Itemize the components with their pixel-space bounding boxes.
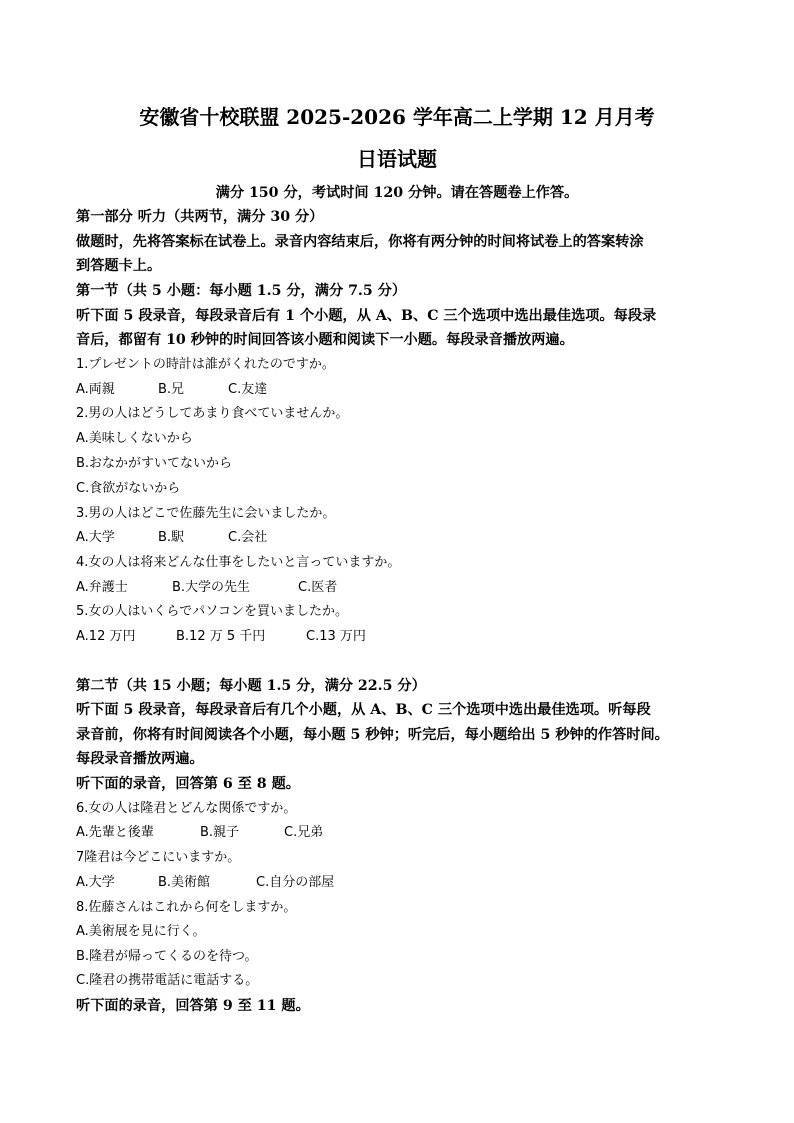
- group2-heading: 听下面的录音，回答第 9 至 11 题。: [76, 998, 310, 1014]
- option-a: A.弁護士: [76, 580, 128, 595]
- question-2-option-a: A.美味しくないから: [76, 431, 193, 446]
- exam-title: 安徽省十校联盟 2025-2026 学年高二上学期 12 月月考: [139, 105, 655, 129]
- section2-instruction-line2: 录音前，你将有时间阅读各个小题，每小题 5 秒钟；听完后，每小题给出 5 秒钟的作答时间。: [76, 727, 669, 743]
- section1-instruction-line2: 音后，都留有 10 秒钟的时间回答该小题和阅读下一小题。每段录音播放两遍。: [76, 332, 574, 348]
- option-b: B.美術館: [158, 875, 211, 890]
- option-b: B.12 万 5 千円: [176, 629, 266, 644]
- option-c: C.友達: [228, 382, 268, 397]
- question-3: 3.男の人はどこで佐藤先生に会いましたか。: [76, 506, 336, 521]
- question-2-option-b: B.おなかがすいてないから: [76, 456, 233, 471]
- question-5-options: [76, 627, 366, 647]
- option-c: C.13 万円: [306, 629, 366, 644]
- question-2-option-c: C.食欲がないから: [76, 481, 181, 496]
- question-8-option-a: A.美術展を見に行く。: [76, 924, 206, 939]
- question-4-options: [76, 578, 337, 598]
- group1-heading: 听下面的录音，回答第 6 至 8 题。: [76, 776, 300, 792]
- question-1: 1.プレゼントの時計は誰がくれたのですか。: [76, 357, 335, 372]
- option-b: B.大学の先生: [172, 580, 251, 595]
- option-a: A.先輩と後輩: [76, 825, 154, 840]
- question-5: 5.女の人はいくらでパソコンを買いましたか。: [76, 604, 349, 619]
- question-8-option-b: B.隆君が帰ってくるのを待つ。: [76, 949, 258, 964]
- option-b: B.駅: [158, 530, 185, 545]
- part1-heading: 第一部分 听力（共两节，满分 30 分）: [76, 209, 324, 225]
- question-8-option-c: C.隆君の携帯電話に電話する。: [76, 973, 259, 988]
- option-b: B.兄: [158, 382, 185, 397]
- question-6-options: [76, 823, 323, 843]
- exam-subject: 日语试题: [357, 147, 437, 171]
- question-7-options: [76, 873, 334, 893]
- option-a: A.大学: [76, 530, 115, 545]
- option-c: C.兄弟: [284, 825, 324, 840]
- section2-instruction-line1: 听下面 5 段录音，每段录音后有几个小题，从 A、B、C 三个选项中选出最佳选项。听每段: [76, 702, 651, 718]
- option-c: C.会社: [228, 530, 268, 545]
- question-8: 8.佐藤さんはこれから何をしますか。: [76, 900, 297, 915]
- section1-heading: 第一节（共 5 小题：每小题 1.5 分，满分 7.5 分）: [76, 283, 407, 299]
- option-c: C.自分の部屋: [256, 875, 335, 890]
- question-3-options: [76, 528, 267, 548]
- question-7: 7隆君は今どこにいますか。: [76, 850, 241, 865]
- option-a: A.両親: [76, 382, 115, 397]
- part1-instruction-line1: 做题时，先将答案标在试卷上。录音内容结束后，你将有两分钟的时间将试卷上的答案转涂: [76, 234, 644, 250]
- section1-instruction-line1: 听下面 5 段录音，每段录音后有 1 个小题，从 A、B、C 三个选项中选出最佳选项。每段录: [76, 308, 657, 324]
- option-c: C.医者: [298, 580, 338, 595]
- option-a: A.12 万円: [76, 629, 136, 644]
- option-b: B.親子: [200, 825, 240, 840]
- exam-notice: 满分 150 分，考试时间 120 分钟。请在答题卷上作答。: [215, 185, 579, 201]
- question-1-options: [76, 380, 267, 400]
- part1-instruction-line2: 到答题卡上。: [76, 258, 162, 274]
- question-4: 4.女の人は将来どんな仕事をしたいと言っていますか。: [76, 555, 401, 570]
- option-a: A.大学: [76, 875, 115, 890]
- section2-instruction-line3: 每段录音播放两遍。: [76, 751, 204, 767]
- question-6: 6.女の人は隆君とどんな関係ですか。: [76, 801, 297, 816]
- section2-heading: 第二节（共 15 小题；每小题 1.5 分，满分 22.5 分）: [76, 678, 426, 694]
- question-2: 2.男の人はどうしてあまり食べていませんか。: [76, 406, 349, 421]
